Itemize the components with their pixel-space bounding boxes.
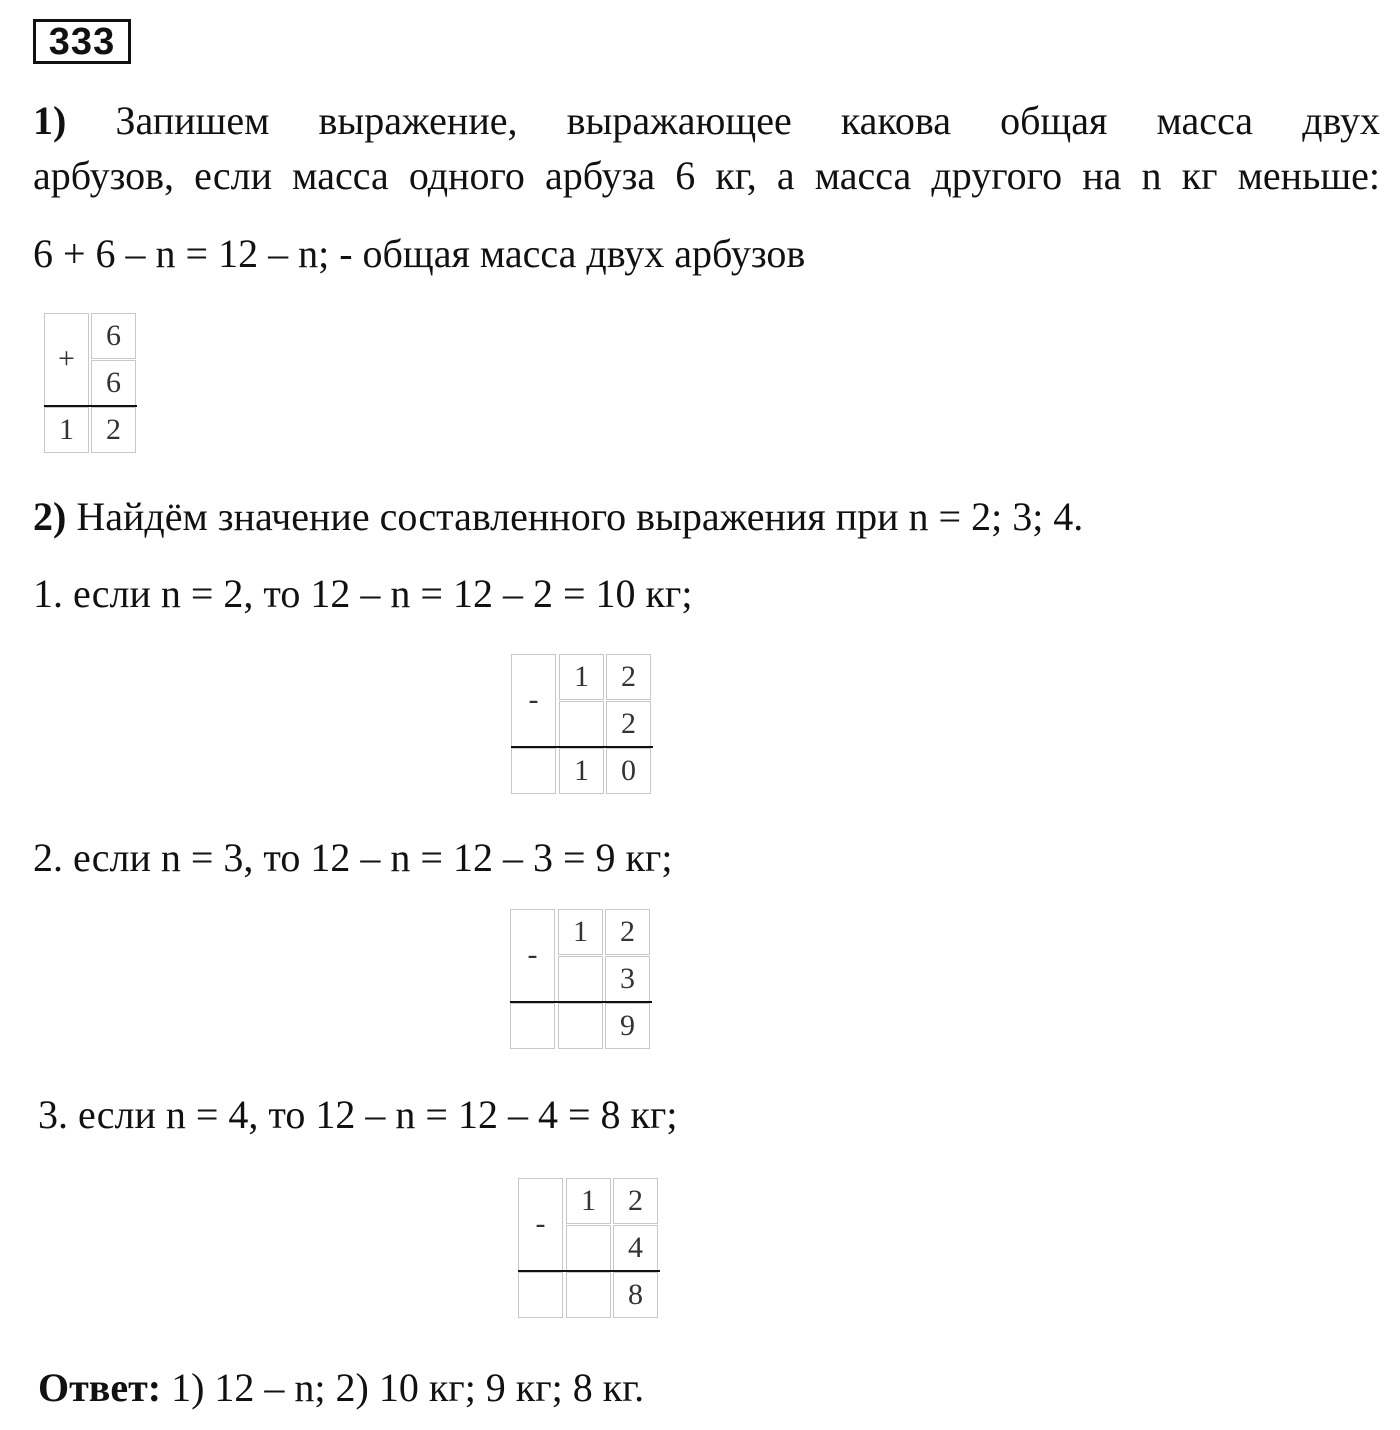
part1-expression: 6 + 6 – n = 12 – n; - общая масса двух арбузов: [33, 231, 806, 276]
subtraction-result-cell: 8: [613, 1272, 658, 1318]
answer-line: [38, 1365, 645, 1410]
part2-line: [33, 494, 1084, 539]
subtraction-sign-cell: -: [511, 654, 556, 747]
subtraction-result-cell: [566, 1272, 611, 1318]
subtraction-sub-cell: [566, 1225, 611, 1271]
part1-word: двух: [1302, 98, 1381, 143]
addition-sign-cell: +: [44, 313, 89, 406]
subtraction-top-cell: 2: [613, 1178, 658, 1224]
subtraction-sub-cell: 4: [613, 1225, 658, 1271]
subtraction-sign-cell: -: [510, 909, 555, 1002]
case-line: 2. если n = 3, то 12 – n = 12 – 3 = 9 кг;: [33, 835, 673, 880]
subtraction-result-line: [511, 746, 653, 748]
part1-word: общая: [1000, 98, 1108, 143]
addition-sum-line: [44, 405, 137, 407]
subtraction-result-cell: [510, 1003, 555, 1049]
subtraction-top-cell: 2: [606, 654, 651, 700]
part1-line1: [33, 93, 1380, 149]
part1-word: Запишем: [115, 98, 270, 143]
addition-result-cell: 2: [91, 407, 136, 453]
part1-word: масса: [1156, 98, 1254, 143]
subtraction-result-cell: [511, 748, 556, 794]
part2-text: Найдём значение составленного выражения при n = 2; 3; 4.: [76, 494, 1084, 539]
part2-marker: 2): [33, 494, 67, 539]
part1-marker: 1): [33, 98, 67, 143]
subtraction-sub-cell: 2: [606, 701, 651, 747]
subtraction-sub-cell: 3: [605, 956, 650, 1002]
subtraction-result-line: [518, 1270, 660, 1272]
subtraction-result-cell: 9: [605, 1003, 650, 1049]
answer-label: Ответ:: [38, 1365, 162, 1410]
subtraction-result-cell: 0: [606, 748, 651, 794]
answer-text: 1) 12 – n; 2) 10 кг; 9 кг; 8 кг.: [161, 1365, 645, 1410]
case-line: 3. если n = 4, то 12 – n = 12 – 4 = 8 кг;: [38, 1092, 678, 1137]
subtraction-sub-cell: [558, 956, 603, 1002]
subtraction-result-cell: [518, 1272, 563, 1318]
task-number-box: 333: [33, 19, 131, 64]
subtraction-top-cell: 1: [566, 1178, 611, 1224]
subtraction-result-cell: [558, 1003, 603, 1049]
part1-word: выражающее: [566, 98, 792, 143]
subtraction-sign-cell: -: [518, 1178, 563, 1271]
addition-second-cell: 6: [91, 360, 136, 406]
subtraction-top-cell: 2: [605, 909, 650, 955]
part1-line2: арбузов, если масса одного арбуза 6 кг, а масса другого на n кг меньше:: [33, 153, 1380, 198]
subtraction-result-cell: 1: [559, 748, 604, 794]
addition-result-cell: 1: [44, 407, 89, 453]
case-line: 1. если n = 2, то 12 – n = 12 – 2 = 10 кг;: [33, 571, 693, 616]
subtraction-result-line: [510, 1001, 652, 1003]
addition-top-cell: 6: [91, 313, 136, 359]
subtraction-top-cell: 1: [559, 654, 604, 700]
part1-word: выражение,: [318, 98, 518, 143]
subtraction-top-cell: 1: [558, 909, 603, 955]
part1-word: какова: [840, 98, 951, 143]
subtraction-sub-cell: [559, 701, 604, 747]
